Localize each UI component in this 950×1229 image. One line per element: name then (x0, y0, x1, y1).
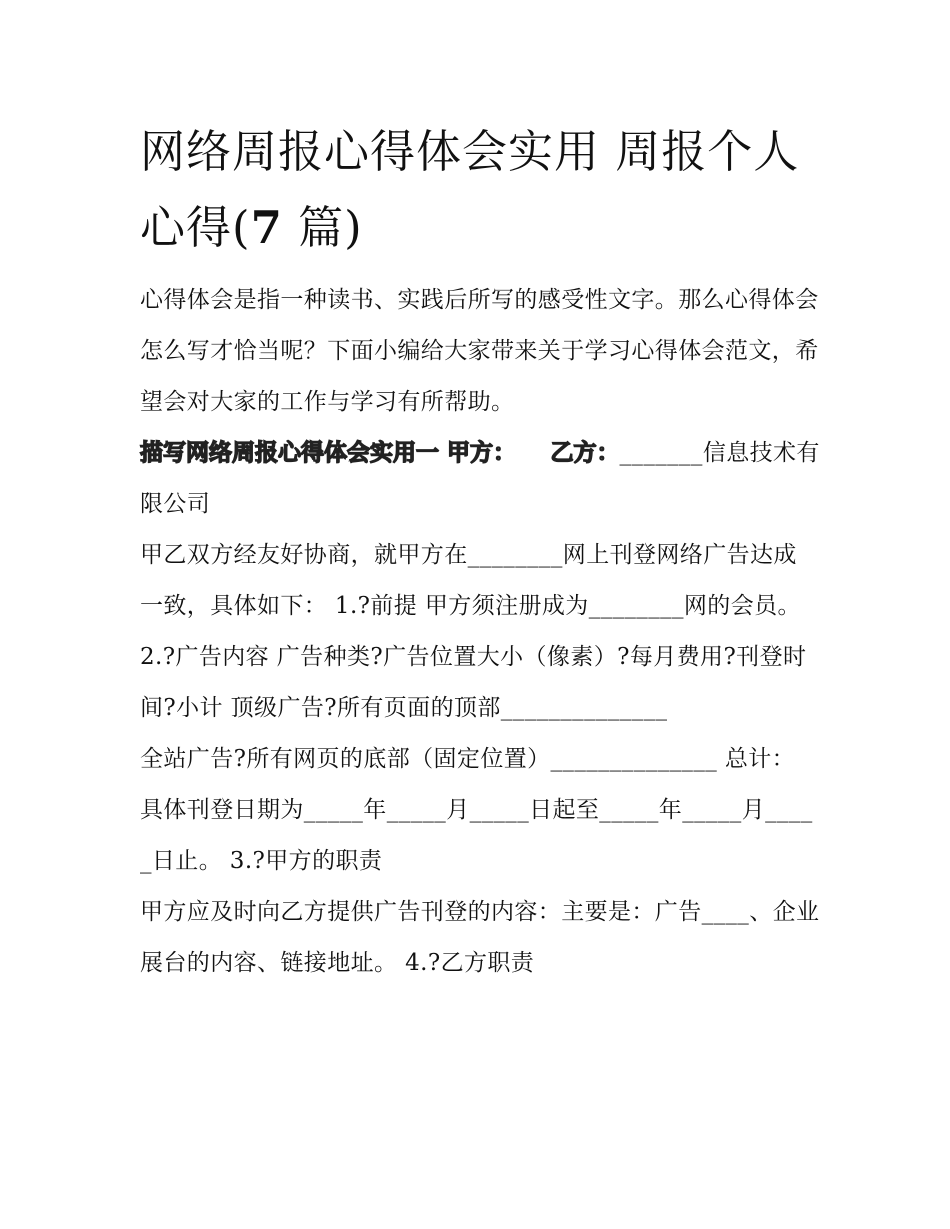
title-number: 7 (250, 201, 283, 254)
publish-dates-paragraph: 具体刊登日期为_____年_____月_____日起至_____年_____月_____日止。 3.?甲方的职责 (140, 797, 813, 874)
document-title (140, 114, 820, 266)
title-text-start: 网络周报心得体会实用 周报个人心得( (140, 125, 800, 254)
section-heading-paragraph (140, 428, 820, 530)
section-heading-company: _______信息技术有限公司 (140, 440, 820, 517)
title-text-end: 篇) (282, 201, 363, 254)
agreement-paragraph: 甲乙双方经友好协商，就甲方在________网上刊登网络广告达成一致，具体如下： 1.?前提 甲方须注册成为________网的会员。 (140, 542, 801, 619)
intro-paragraph: 心得体会是指一种读书、实践后所写的感受性文字。那么心得体会怎么写才恰当呢？下面小编给大家带来关于学习心得体会范文，希望会对大家的工作与学习有所帮助。 (140, 287, 819, 415)
party-a-duties-paragraph: 甲方应及时向乙方提供广告刊登的内容：主要是：广告____、企业展台的内容、链接地址。 4.?乙方职责 (140, 899, 820, 976)
ad-content-paragraph: 2.?广告内容 广告种类?广告位置大小（像素）?每月费用?刊登时间?小计 顶级广告?所有页面的顶部______________ (140, 644, 807, 721)
section-heading-outlined: 描写网络周报心得体会实用一 甲方： 乙方： (140, 440, 620, 466)
sitewide-ad-paragraph: 全站广告?所有网页的底部（固定位置）______________ 总计： (140, 746, 796, 772)
document-body (140, 275, 820, 989)
